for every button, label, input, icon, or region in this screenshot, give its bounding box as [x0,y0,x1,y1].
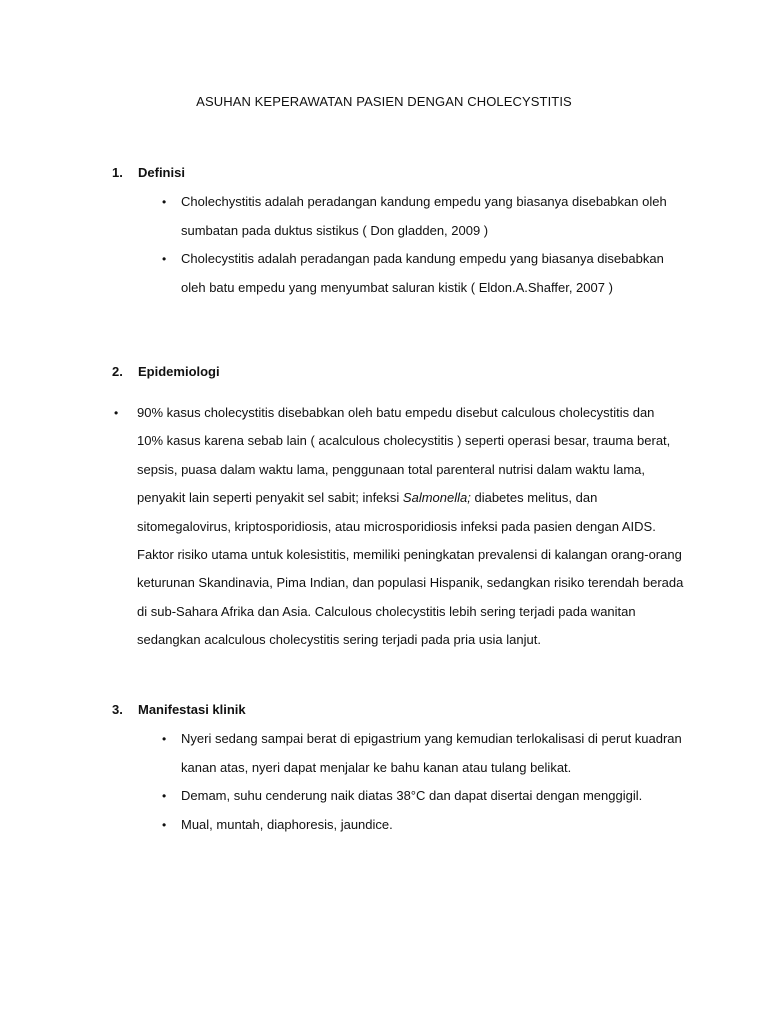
definisi-list [162,188,682,302]
section-heading-definisi [112,165,185,180]
list-item [162,782,682,811]
bullet-icon: • [114,406,119,420]
bullet-icon: • [162,817,167,832]
document-title: ASUHAN KEPERAWATAN PASIEN DENGAN CHOLECYSTITIS [196,94,572,109]
epidemiologi-paragraph [137,399,684,655]
section-title: Epidemiologi [138,364,220,379]
list-item-text: Mual, muntah, diaphoresis, jaundice. [181,816,393,832]
section-heading-epidemiologi [112,364,220,379]
bullet-icon: • [162,252,167,266]
list-item [162,811,682,840]
list-item-text: Nyeri sedang sampai berat di epigastrium yang kemudian terlokalisasi di perut kuadran kanan atas, nyeri dapat menjalar ke bahu kanan atau tulang belikat. [181,731,682,775]
section-number: 1. [112,165,123,180]
bullet-icon: • [162,789,167,803]
list-item [162,188,682,245]
bullet-icon: • [162,732,167,746]
section-title: Definisi [138,165,185,180]
paragraph-text-part: diabetes melitus, dan sitomegalovirus, kriptosporidiosis, atau microsporidiosis infeksi pada pasien dengan AIDS. Faktor risiko utama untuk kolesistitis, memiliki peningkatan prevalensi di kalangan orang-orang keturunan Skandinavia, Pima Indian, dan populasi Hispanik, sedangkan risiko terendah berada di sub-Sahara Afrika dan Asia. Calculous cholecystitis lebih sering terjadi pada wanitan sedangkan acalculous cholecystitis sering terjadi pada pria usia lanjut. [137,490,684,648]
section-title: Manifestasi klinik [138,702,246,717]
manifestasi-list [162,725,682,839]
section-number: 2. [112,364,123,379]
paragraph-text-part: 90% kasus cholecystitis disebabkan oleh batu empedu disebut calculous cholecystitis dan 10% kasus karena sebab lain ( acalculous cholecystitis ) seperti operasi besar, trauma berat, sepsis, puasa dalam waktu lama, penggunaan total parenteral nutrisi dalam waktu lama, penyakit lain seperti penyakit sel sabit; infeksi [137,405,671,506]
list-item-text: Demam, suhu cenderung naik diatas 38°C dan dapat disertai dengan menggigil. [181,788,643,803]
bullet-icon: • [162,195,167,209]
list-item-text: Cholecystitis adalah peradangan pada kandung empedu yang biasanya disebabkan oleh batu empedu yang menyumbat saluran kistik ( Eldon.A.Shaffer, 2007 ) [181,251,664,295]
list-item [162,245,682,302]
epidemiologi-paragraph-block [114,399,684,655]
section-number: 3. [112,702,123,717]
section-heading-manifestasi-klinik [112,702,246,717]
list-item [162,725,682,782]
paragraph-italic-term: Salmonella; [402,490,471,506]
list-item-text: Cholechystitis adalah peradangan kandung empedu yang biasanya disebabkan oleh sumbatan pada duktus sistikus ( Don gladden, 2009 ) [181,194,667,238]
